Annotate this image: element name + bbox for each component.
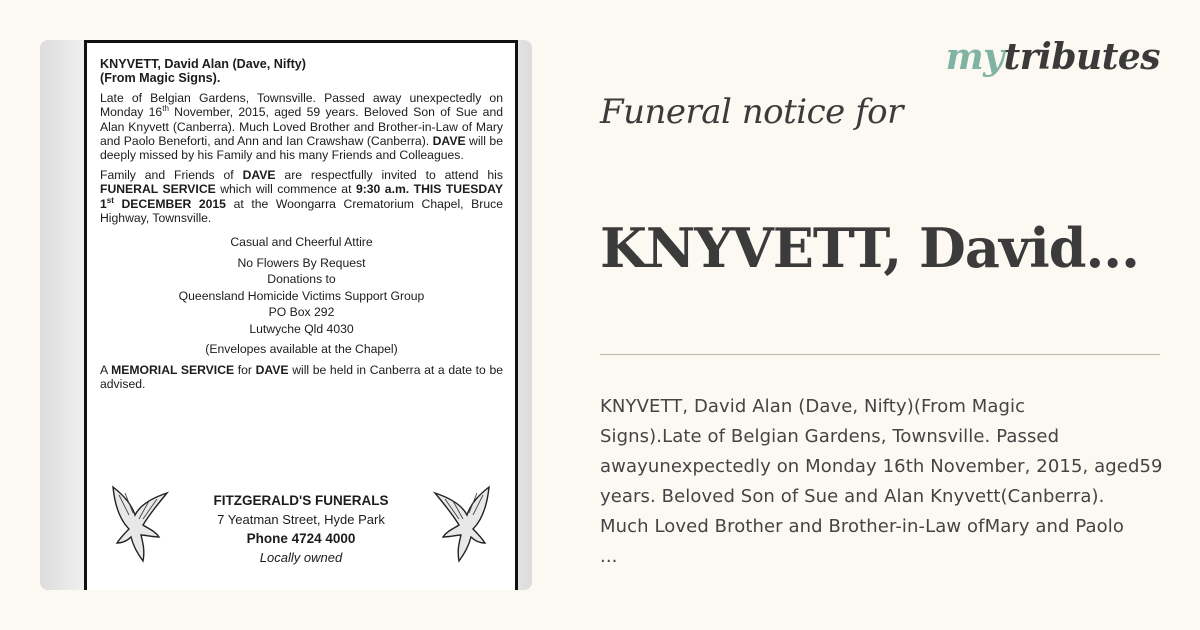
notice-paragraph-service: Family and Friends of DAVE are respectfully invited to attend his FUNERAL SERVICE which will commence at 9:30 a.m. THIS TUESDAY 1st DECEMBER 2015 at the Woongarra Crematorium Chapel, Bruce Highway, Townsville. <box>100 167 503 226</box>
notice-paragraph-bio: Late of Belgian Gardens, Townsville. Passed away unexpectedly on Monday 16th November, 2015, aged 59 years. Beloved Son of Sue and Alan Knyvett (Canberra). Much Loved Brother and Brother-in-Law of Mary and Paolo Beneforti, and Ann and Ian Crawshaw (Canberra). DAVE will be deeply missed by his Family and his many Friends and Colleagues. <box>100 90 503 163</box>
charity-line: Queensland Homicide Victims Support Group <box>178 288 425 303</box>
notice-heading-business: (From Magic Signs). <box>100 71 221 86</box>
notice-requests <box>100 234 503 358</box>
notice-heading-name: KNYVETT, David Alan (Dave, Nifty) <box>100 57 306 71</box>
dove-icon <box>109 485 171 565</box>
funeral-director-address: 7 Yeatman Street, Hyde Park <box>217 512 385 527</box>
subheading: Funeral notice for <box>600 92 903 132</box>
notice-card <box>84 40 518 590</box>
notice-image <box>40 40 532 590</box>
page-title: KNYVETT, David... <box>600 216 1139 280</box>
funeral-director-name: FITZGERALD'S FUNERALS <box>213 493 389 508</box>
dove-icon <box>431 485 493 565</box>
excerpt-line: KNYVETT, David Alan (Dave, Nifty)(From Magic <box>600 396 1026 417</box>
funeral-director-phone: Phone 4724 4000 <box>246 531 356 546</box>
suburb-line: Lutwyche Qld 4030 <box>249 321 354 336</box>
excerpt-line: Signs).Late of Belgian Gardens, Townsville. Passed <box>600 426 1060 447</box>
attire-line: Casual and Cheerful Attire <box>230 235 373 250</box>
flowers-line: No Flowers By Request <box>237 255 366 270</box>
excerpt-ellipsis: ... <box>600 546 618 567</box>
notice-excerpt <box>600 392 1200 572</box>
divider <box>600 354 1160 355</box>
funeral-director-block <box>87 483 515 583</box>
po-box-line: PO Box 292 <box>268 305 335 320</box>
notice-paragraph-memorial: A MEMORIAL SERVICE for DAVE will be held in Canberra at a date to be advised. <box>100 362 504 392</box>
excerpt-line: awayunexpectedly on Monday 16th November, 2015, aged59 <box>600 456 1163 477</box>
funeral-director-tagline: Locally owned <box>259 550 343 565</box>
envelopes-line: (Envelopes available at the Chapel) <box>205 342 398 357</box>
excerpt-line: Much Loved Brother and Brother-in-Law ofMary and Paolo <box>600 516 1125 537</box>
donations-line: Donations to <box>267 272 336 287</box>
mytributes-logo[interactable]: mytributes <box>945 36 1160 78</box>
excerpt-line: years. Beloved Son of Sue and Alan Knyvett(Canberra). <box>600 486 1105 507</box>
